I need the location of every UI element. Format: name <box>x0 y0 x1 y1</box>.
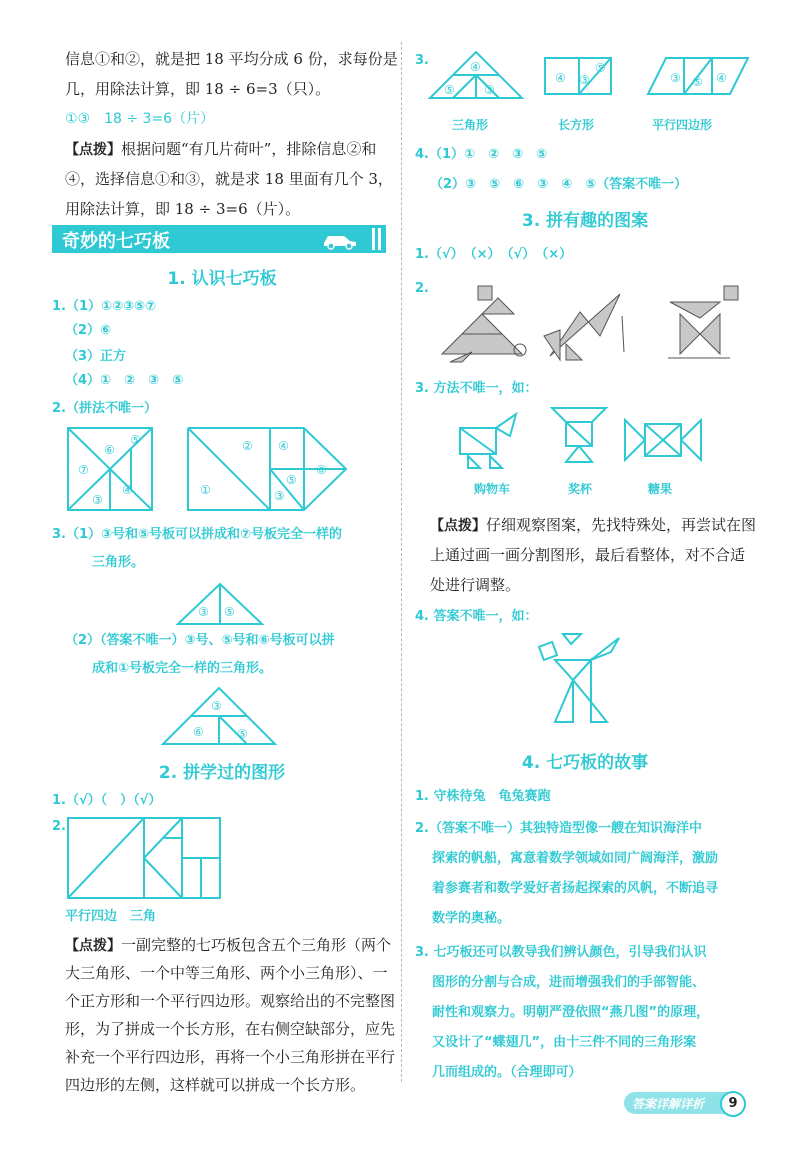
pattern-figure-3 <box>660 284 760 364</box>
svg-text:④: ④ <box>278 439 289 453</box>
q1-2: （2）⑥ <box>65 323 112 338</box>
s3-q2: 2. <box>415 281 429 296</box>
pattern-figure-2 <box>540 286 640 366</box>
s2-tip-label: 【点拨】 <box>65 938 121 954</box>
tip-1 <box>65 134 376 165</box>
tip-line-3: 用除法计算，即 18 ÷ 3=6（片）。 <box>65 200 301 218</box>
svg-text:③: ③ <box>92 493 103 507</box>
s2-tip-line-5: 补充一个平行四边形，再将一个小三角形拼在平行 <box>65 1048 396 1066</box>
s4-q2c: 着参赛者和数学爱好者扬起探索的风帆，不断追寻 <box>432 881 719 896</box>
q3-1b: 三角形。 <box>92 555 145 570</box>
s4-q1: 1. 守株待兔 龟兔赛跑 <box>415 789 551 804</box>
banner-stripes <box>370 225 386 253</box>
intro-line-2: 几，用除法计算，即 18 ÷ 6=3（只）。 <box>65 80 331 98</box>
q1-4: （4）① ② ③ ⑤ <box>65 373 184 388</box>
car-icon <box>320 230 360 250</box>
page-number: 9 <box>720 1091 746 1117</box>
section-banner <box>52 225 386 253</box>
svg-text:②: ② <box>242 439 253 453</box>
svg-text:⑤: ⑤ <box>595 61 606 75</box>
s4-q3d: 又设计了“蝶翅几”，由十三件不同的三角形案 <box>432 1035 697 1050</box>
svg-text:③: ③ <box>211 699 222 713</box>
s2-tip-line-4: 形，为了拼成一个长方形，在右侧空缺部分，应先 <box>65 1020 396 1038</box>
section-1-title: 1. 认识七巧板 <box>167 269 277 289</box>
cup-figure <box>552 408 622 472</box>
cap-candy: 糖果 <box>648 482 673 496</box>
pattern-figure-1 <box>432 284 542 364</box>
answer-a: ①③ 18 ÷ 3=6（片） <box>65 111 215 127</box>
r-q3-label: 3. <box>415 53 429 68</box>
s4-q2a: 2.（答案不唯一）其独特造型像一艘在知识海洋中 <box>415 821 702 836</box>
tip-line-1: 根据问题“有几片荷叶”，排除信息②和 <box>121 140 377 158</box>
q3-1a: 3.（1）③号和⑤号板可以拼成和⑦号板完全一样的 <box>52 527 343 542</box>
q3-2a: （2）（答案不唯一）③号、⑤号和⑥号板可以拼 <box>65 633 335 648</box>
s2-q1: 1.（√）（ ）（√） <box>52 793 162 808</box>
s4-q2d: 数学的奥秘。 <box>432 911 511 926</box>
svg-text:④: ④ <box>470 60 481 74</box>
s4-q2b: 探索的帆船，寓意着数学领域如同广阔海洋，激励 <box>432 851 719 866</box>
svg-text:⑦: ⑦ <box>78 463 89 477</box>
svg-text:④: ④ <box>555 71 566 85</box>
section-2-title: 2. 拼学过的图形 <box>158 763 286 783</box>
tip-line-2: ④，选择信息①和③，就是求 18 里面有几个 3， <box>65 170 393 188</box>
cap-rectangle: 长方形 <box>558 118 595 132</box>
svg-text:③: ③ <box>670 71 681 85</box>
svg-text:⑤: ⑤ <box>286 473 297 487</box>
svg-text:⑤: ⑤ <box>130 433 141 447</box>
rectangle-tangram-figure <box>68 818 228 903</box>
section-4-title: 4. 七巧板的故事 <box>521 753 649 773</box>
tip-label: 【点拨】 <box>65 142 121 158</box>
s3-q4: 4. 答案不唯一，如： <box>415 609 538 624</box>
s2-caption: 平行四边 三角 <box>65 909 157 924</box>
s4-q3c: 耐性和观察力。明朝严澄依照“燕几图”的原理， <box>432 1005 710 1020</box>
r-rectangle-figure <box>545 58 625 108</box>
r-parallelogram-figure <box>648 58 758 108</box>
s4-q3b: 图形的分割与合成，进而增强我们的手部智能、 <box>432 975 706 990</box>
candy-figure <box>625 420 705 470</box>
svg-text:⑤: ⑤ <box>224 605 235 619</box>
s2-tip-line-6: 四边形的左侧，这样就可以拼成一个长方形。 <box>65 1076 366 1094</box>
cart-figure <box>460 414 530 474</box>
cap-cup: 奖杯 <box>568 482 593 496</box>
q2: 2.（拼法不唯一） <box>52 401 157 416</box>
svg-text:④: ④ <box>122 483 133 497</box>
s2-tip-1 <box>65 930 391 961</box>
s2-tip-line-2: 大三角形、一个中等三角形、两个小三角形）、一 <box>65 964 388 982</box>
s4-q3a: 3. 七巧板还可以教导我们辨认颜色，引导我们认识 <box>415 945 707 960</box>
triangle-3-5-figure <box>178 584 268 626</box>
r-q4-2: （2）③ ⑤ ⑥ ③ ④ ⑤（答案不唯一） <box>430 177 688 192</box>
svg-text:⑤: ⑤ <box>692 75 703 89</box>
r-q4-1: 4.（1）① ② ③ ⑤ <box>415 147 548 162</box>
banner-title: 奇妙的七巧板 <box>62 231 170 252</box>
svg-text:③: ③ <box>579 73 590 87</box>
svg-text:⑥: ⑥ <box>193 725 204 739</box>
intro-line-1: 信息①和②，就是把 18 平均分成 6 份，求每份是 <box>65 50 398 68</box>
tangram-square-figure <box>68 428 158 513</box>
svg-text:⑤: ⑤ <box>444 83 455 97</box>
s3-q3: 3. 方法不唯一，如： <box>415 381 538 396</box>
q1-1: 1.（1）①②③⑤⑦ <box>52 299 157 314</box>
s3-tip-line-3: 处进行调整。 <box>430 576 521 594</box>
svg-text:⑤: ⑤ <box>237 727 248 741</box>
svg-text:⑥: ⑥ <box>316 463 327 477</box>
cap-triangle: 三角形 <box>452 118 489 132</box>
s3-tip-line-2: 上通过画一画分割图形，最后看整体，对不合适 <box>430 546 746 564</box>
s2-tip-line-1: 一副完整的七巧板包含五个三角形（两个 <box>121 936 392 954</box>
svg-text:①: ① <box>200 483 211 497</box>
svg-text:③: ③ <box>198 605 209 619</box>
r-triangle-figure <box>430 52 530 102</box>
s2-tip-line-3: 个正方形和一个平行四边形。观察给出的不完整图 <box>65 992 396 1010</box>
q1-3: （3）正方 <box>65 349 127 364</box>
s2-q2: 2. <box>52 819 66 834</box>
q3-2b: 成和①号板完全一样的三角形。 <box>92 661 273 676</box>
svg-text:③: ③ <box>484 83 495 97</box>
cap-parallelogram: 平行四边形 <box>652 118 713 132</box>
tangram-arrow-figure <box>188 428 358 513</box>
footer-label: 答案详解详析 <box>632 1097 705 1111</box>
svg-text:⑥: ⑥ <box>104 443 115 457</box>
s3-tip-1 <box>430 510 756 541</box>
s3-q1: 1.（√） （×） （√） （×） <box>415 247 573 262</box>
svg-text:④: ④ <box>716 71 727 85</box>
footer-tab <box>624 1092 734 1114</box>
column-divider <box>401 42 402 1082</box>
cap-cart: 购物车 <box>474 482 511 496</box>
s3-tip-label: 【点拨】 <box>430 518 486 534</box>
triangle-3-6-5-figure <box>163 688 303 748</box>
s4-q3e: 几而组成的。（合理即可） <box>432 1065 582 1080</box>
svg-text:③: ③ <box>274 489 285 503</box>
figure-person <box>535 632 645 732</box>
section-3-title: 3. 拼有趣的图案 <box>521 211 649 231</box>
s3-tip-line-1: 仔细观察图案，先找特殊处，再尝试在图 <box>486 516 757 534</box>
